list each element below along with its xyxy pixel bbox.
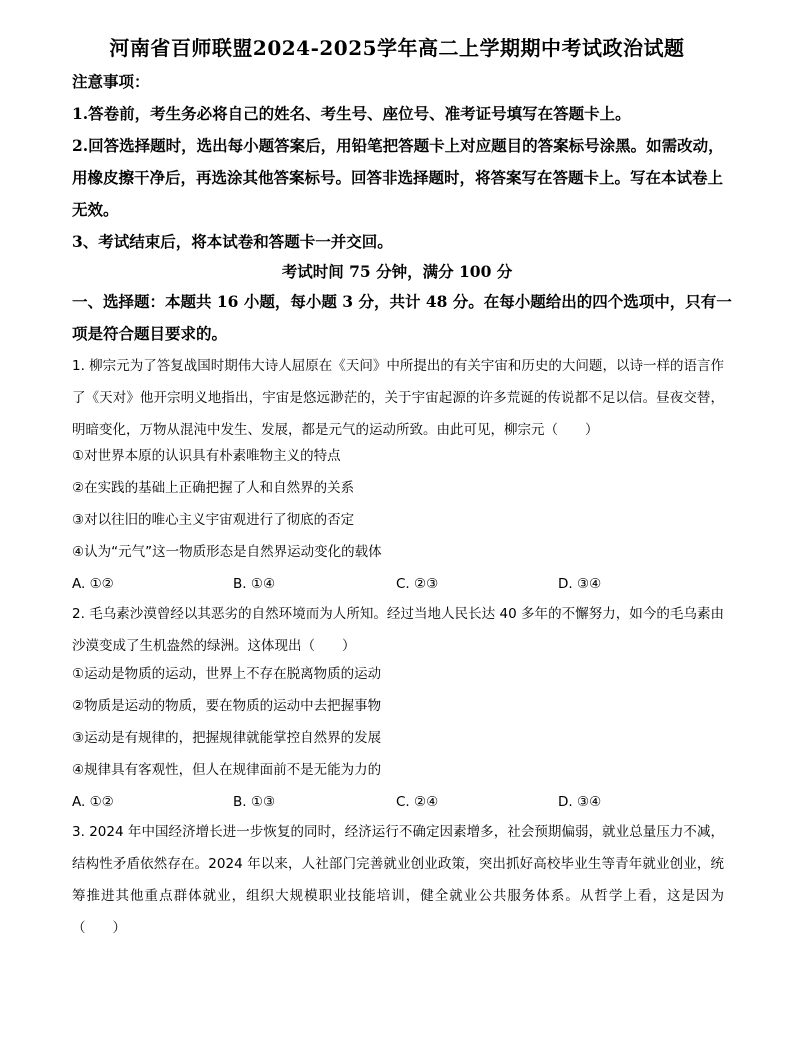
question-2-item-1: ①运动是物质的运动，世界上不存在脱离物质的运动 bbox=[72, 666, 382, 682]
section-heading: 一、选择题：本题共 16 小题，每小题 3 分，共计 48 分。在每小题给出的四个选项中，只有一项是符合题目要求的。 bbox=[72, 292, 732, 343]
notice-item-1: 1.答卷前，考生务必将自己的姓名、考生号、座位号、准考证号填写在答题卡上。 bbox=[72, 104, 631, 123]
choice-d[interactable]: D. ③④ bbox=[558, 794, 602, 810]
choice-b[interactable]: B. ①④ bbox=[233, 576, 276, 592]
notice-item-2: 2.回答选择题时，选出每小题答案后，用铅笔把答题卡上对应题目的答案标号涂黑。如需改动，用橡皮擦干净后，再选涂其他答案标号。回答非选择题时，将答案写在答题卡上。写在本试卷上无效。 bbox=[72, 136, 724, 219]
choice-c[interactable]: C. ②④ bbox=[396, 794, 439, 810]
choice-b[interactable]: B. ①③ bbox=[233, 794, 276, 810]
notice-item-3: 3、考试结束后，将本试卷和答题卡一并交回。 bbox=[72, 232, 393, 251]
question-2-item-4: ④规律具有客观性，但人在规律面前不是无能为力的 bbox=[72, 762, 382, 778]
exam-title: 河南省百师联盟2024-2025学年高二上学期期中考试政治试题 bbox=[109, 36, 685, 60]
question-3-stem: 3. 2024 年中国经济增长进一步恢复的同时，经济运行不确定因素增多，社会预期偏弱，就业总量压力不减，结构性矛盾依然存在。2024 年以来，人社部门完善就业创业政策，突出抓好高校毕业生等青年就业创业，统筹推进其他重点群体就业，组织大规模职业技能培训，健全就业公共服务体系。从哲学上看，这是因为（ ） bbox=[72, 824, 724, 936]
choice-a[interactable]: A. ①② bbox=[72, 576, 114, 592]
choice-a[interactable]: A. ①② bbox=[72, 794, 114, 810]
choice-d[interactable]: D. ③④ bbox=[558, 576, 602, 592]
question-1-item-1: ①对世界本原的认识具有朴素唯物主义的特点 bbox=[72, 448, 341, 464]
notice-heading: 注意事项： bbox=[72, 72, 150, 91]
question-1-item-2: ②在实践的基础上正确把握了人和自然界的关系 bbox=[72, 480, 355, 496]
question-1-item-4: ④认为“元气”这一物质形态是自然界运动变化的载体 bbox=[72, 544, 382, 560]
question-1-item-3: ③对以往旧的唯心主义宇宙观进行了彻底的否定 bbox=[72, 512, 355, 528]
question-2-stem: 2. 毛乌素沙漠曾经以其恶劣的自然环境而为人所知。经过当地人民长达 40 多年的不懈努力，如今的毛乌素由沙漠变成了生机盎然的绿洲。这体现出（ ） bbox=[72, 606, 724, 654]
exam-time-info: 考试时间 75 分钟，满分 100 分 bbox=[281, 262, 513, 281]
question-2-choices bbox=[72, 786, 732, 818]
question-2-item-2: ②物质是运动的物质，要在物质的运动中去把握事物 bbox=[72, 698, 382, 714]
question-1-stem: 1. 柳宗元为了答复战国时期伟大诗人屈原在《天问》中所提出的有关宇宙和历史的大问题，以诗一样的语言作了《天对》他开宗明义地指出，宇宙是悠远渺茫的，关于宇宙起源的许多荒诞的传说都不足以信。昼夜交替，明暗变化，万物从混沌中发生、发展，都是元气的运动所致。由此可见，柳宗元（ ） bbox=[72, 358, 724, 438]
question-2-item-3: ③运动是有规律的，把握规律就能掌控自然界的发展 bbox=[72, 730, 382, 746]
choice-c[interactable]: C. ②③ bbox=[396, 576, 439, 592]
question-1-choices bbox=[72, 568, 732, 600]
